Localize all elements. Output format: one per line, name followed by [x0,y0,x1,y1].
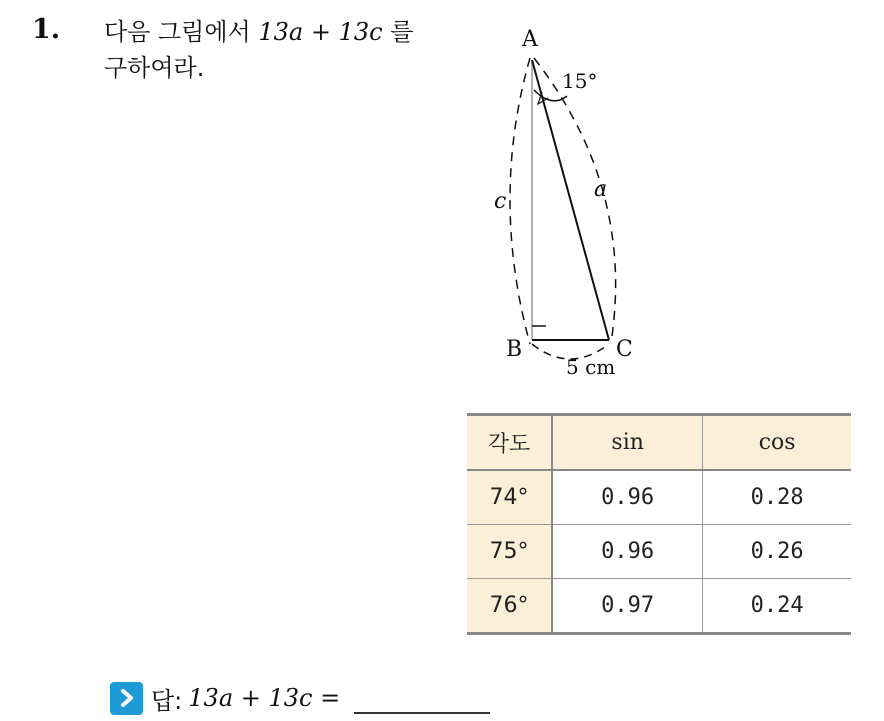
answer-expression: 13a + 13c = [188,684,341,712]
table-cell-angle: 76° [467,579,552,634]
table-cell-cos: 0.24 [703,579,851,634]
label-side-c: c [494,189,507,214]
triangle-figure [470,18,650,388]
question-text [104,14,444,86]
table-cell-angle: 74° [467,470,552,525]
label-base-length: 5 cm [566,355,616,379]
table-header-row [467,415,851,471]
table-cell-sin: 0.96 [552,525,703,579]
label-c-vertex: C [616,337,633,362]
table-header-cos: cos [703,415,851,471]
table-cell-sin: 0.97 [552,579,703,634]
question-suffix: 를 구하여라. [104,18,414,82]
table-header-angle: 각도 [467,415,552,471]
table-cell-cos: 0.26 [703,525,851,579]
table-row [467,525,851,579]
answer-blank[interactable] [354,682,490,714]
label-b-vertex: B [506,337,523,362]
brace-c [510,58,530,344]
question-number: 1. [32,14,61,45]
answer-label: 답: [151,686,183,715]
answer-line [110,680,490,716]
question-prefix: 다음 그림에서 [104,18,251,46]
table-row [467,579,851,634]
table-cell-angle: 75° [467,525,552,579]
question-expression: 13a + 13c [258,18,383,46]
table-header-sin: sin [552,415,703,471]
chevron-right-icon [110,682,143,715]
table-row [467,470,851,525]
label-a-vertex: A [522,27,538,52]
trig-table [467,413,851,635]
label-side-a: a [594,177,608,202]
table-cell-cos: 0.28 [703,470,851,525]
table-cell-sin: 0.96 [552,470,703,525]
angle-label: 15° [562,69,598,93]
